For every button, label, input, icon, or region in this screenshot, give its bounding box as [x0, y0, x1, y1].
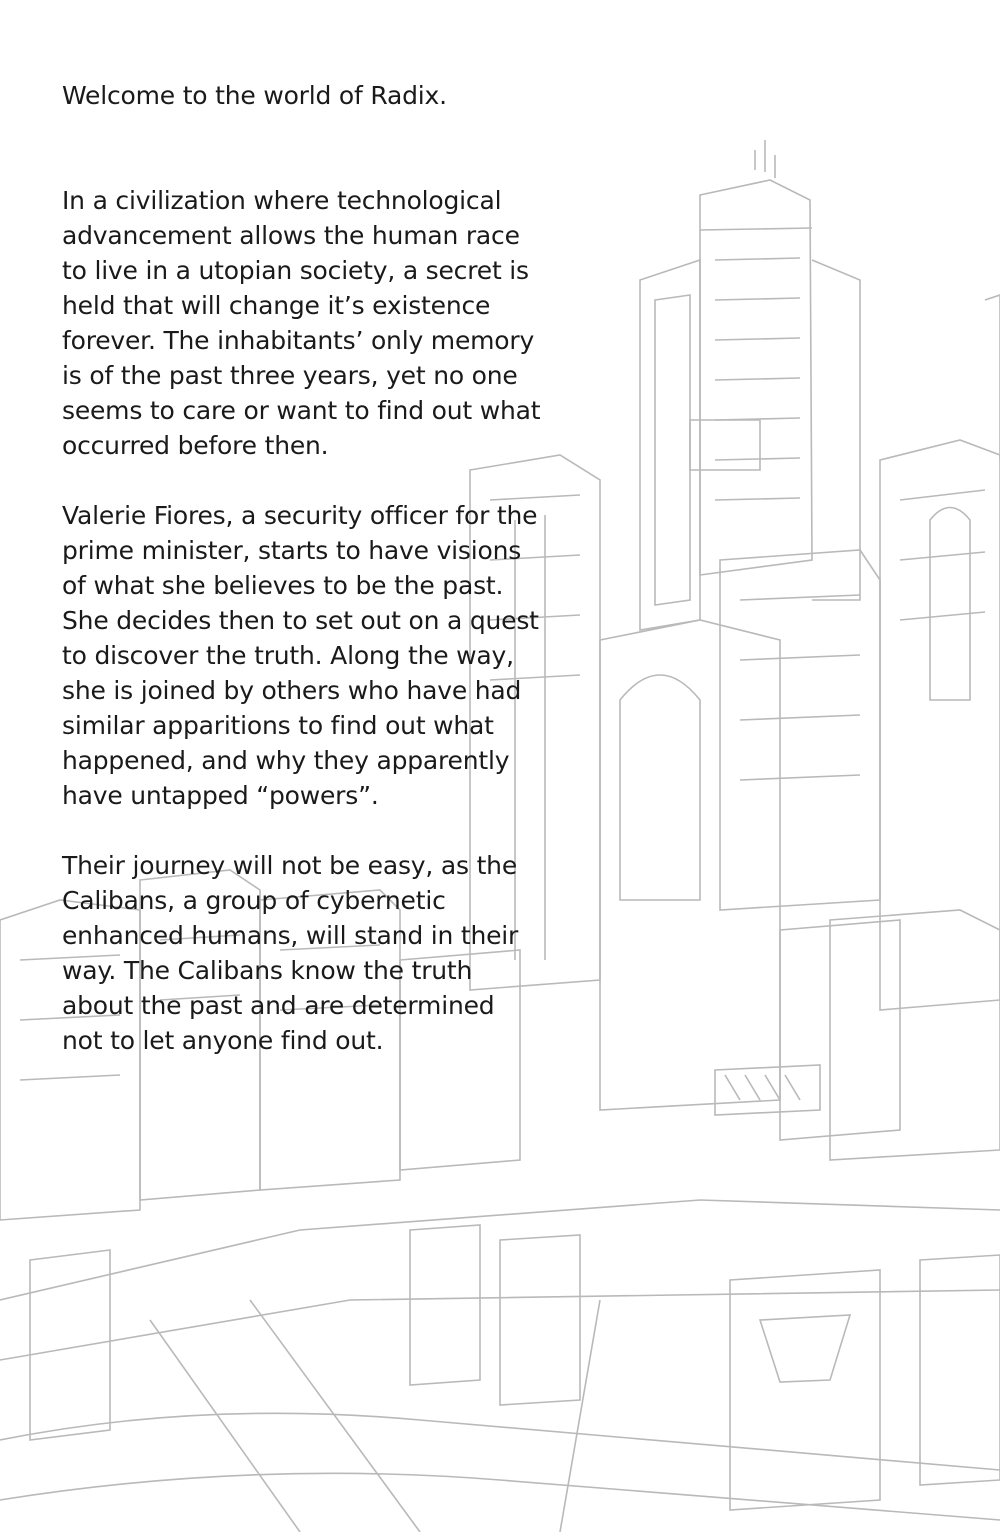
paragraph-civilization: In a civilization where technological advancement allows the human race to live in a utopian society, a secret is held that will change it’s existence forever. The inhabitants’ only memory is of the past three years, yet no one seems to care or want to find out what occurred before then.: [62, 186, 541, 460]
intro-text: [62, 78, 542, 1093]
paragraph-calibans: Their journey will not be easy, as the Calibans, a group of cybernetic enhanced humans, will stand in their way. The Calibans know the truth about the past and are determined not to let anyone find out.: [62, 851, 519, 1055]
welcome-heading: Welcome to the world of Radix.: [62, 81, 447, 110]
platform: [0, 1200, 1000, 1532]
central-tower: [640, 140, 860, 630]
right-towers: [880, 295, 1000, 1010]
mid-buildings: [600, 550, 1000, 1160]
paragraph-valerie: Valerie Fiores, a security officer for the prime minister, starts to have visions of what she believes to be the past. She decides then to set out on a quest to discover the truth. Along the way, she is joined by others who have had similar apparitions to find out what happened, and why they apparently have untapped “powers”.: [62, 501, 539, 810]
